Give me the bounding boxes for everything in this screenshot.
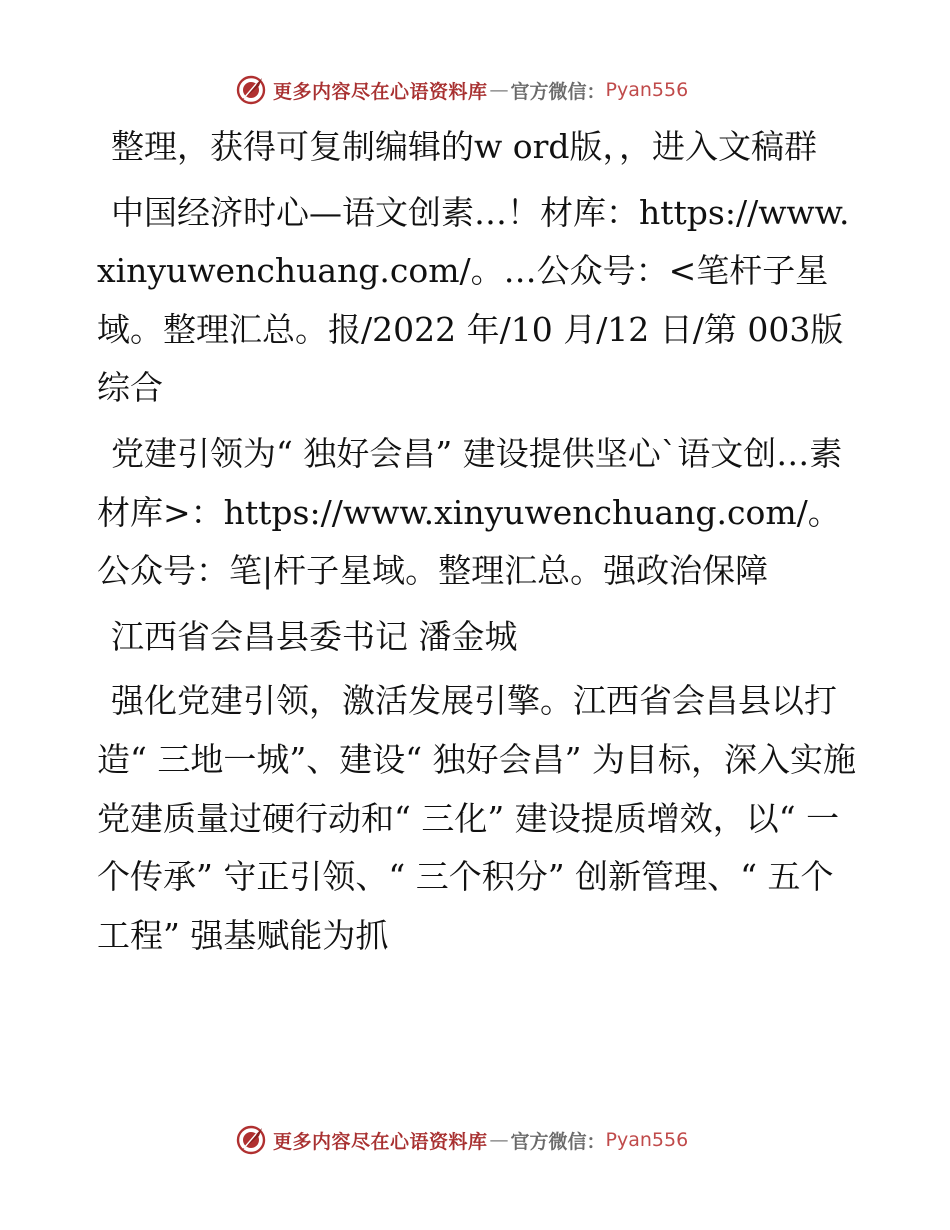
- header-official-label: 官方微信：: [510, 80, 606, 103]
- header-brand-text: 更多内容尽在心语资料库: [273, 80, 488, 103]
- document-body: [97, 118, 857, 972]
- paragraph-1: 整理，获得可复制编辑的w ord版，，进入文稿群: [111, 127, 818, 166]
- paragraph-2: 中国经济时心—语文创素…！材库：https://www.xinyuwenchuang.com/。…公众号：<笔杆子星域。整理汇总。报/2022 年/10 月/12 日/第 003版综合: [97, 192, 850, 408]
- footer-banner[interactable]: [235, 1122, 688, 1158]
- footer-wechat-id: Pyan556: [605, 1129, 689, 1151]
- footer-separator: —: [489, 1129, 509, 1151]
- paragraph-5: 强化党建引领，激活发展引擎。江西省会昌县以打造“ 三地一城”、建设“ 独好会昌” 为目标，深入实施党建质量过硬行动和“ 三化” 建设提质增效，以“ 一个传承” 守正引领、“ 三个积分” 创新管理、“ 五个工程” 强基赋能为抓: [97, 681, 856, 955]
- footer-brand-text: 更多内容尽在心语资料库: [273, 1130, 488, 1153]
- quill-logo-icon: [235, 74, 267, 106]
- author-line: 江西省会昌县委书记 潘金城: [111, 616, 518, 656]
- header-banner[interactable]: [235, 72, 688, 108]
- header-separator: —: [489, 79, 509, 101]
- footer-official-label: 官方微信：: [510, 1130, 606, 1153]
- paragraph-3: 党建引领为“ 独好会昌” 建设提供坚心`语文创…素材库>：https://www.xinyuwenchuang.com/。公众号：笔|杆子星域。整理汇总。强政治保障: [97, 433, 843, 591]
- header-wechat-id: Pyan556: [605, 79, 689, 101]
- quill-logo-icon: [235, 1124, 267, 1156]
